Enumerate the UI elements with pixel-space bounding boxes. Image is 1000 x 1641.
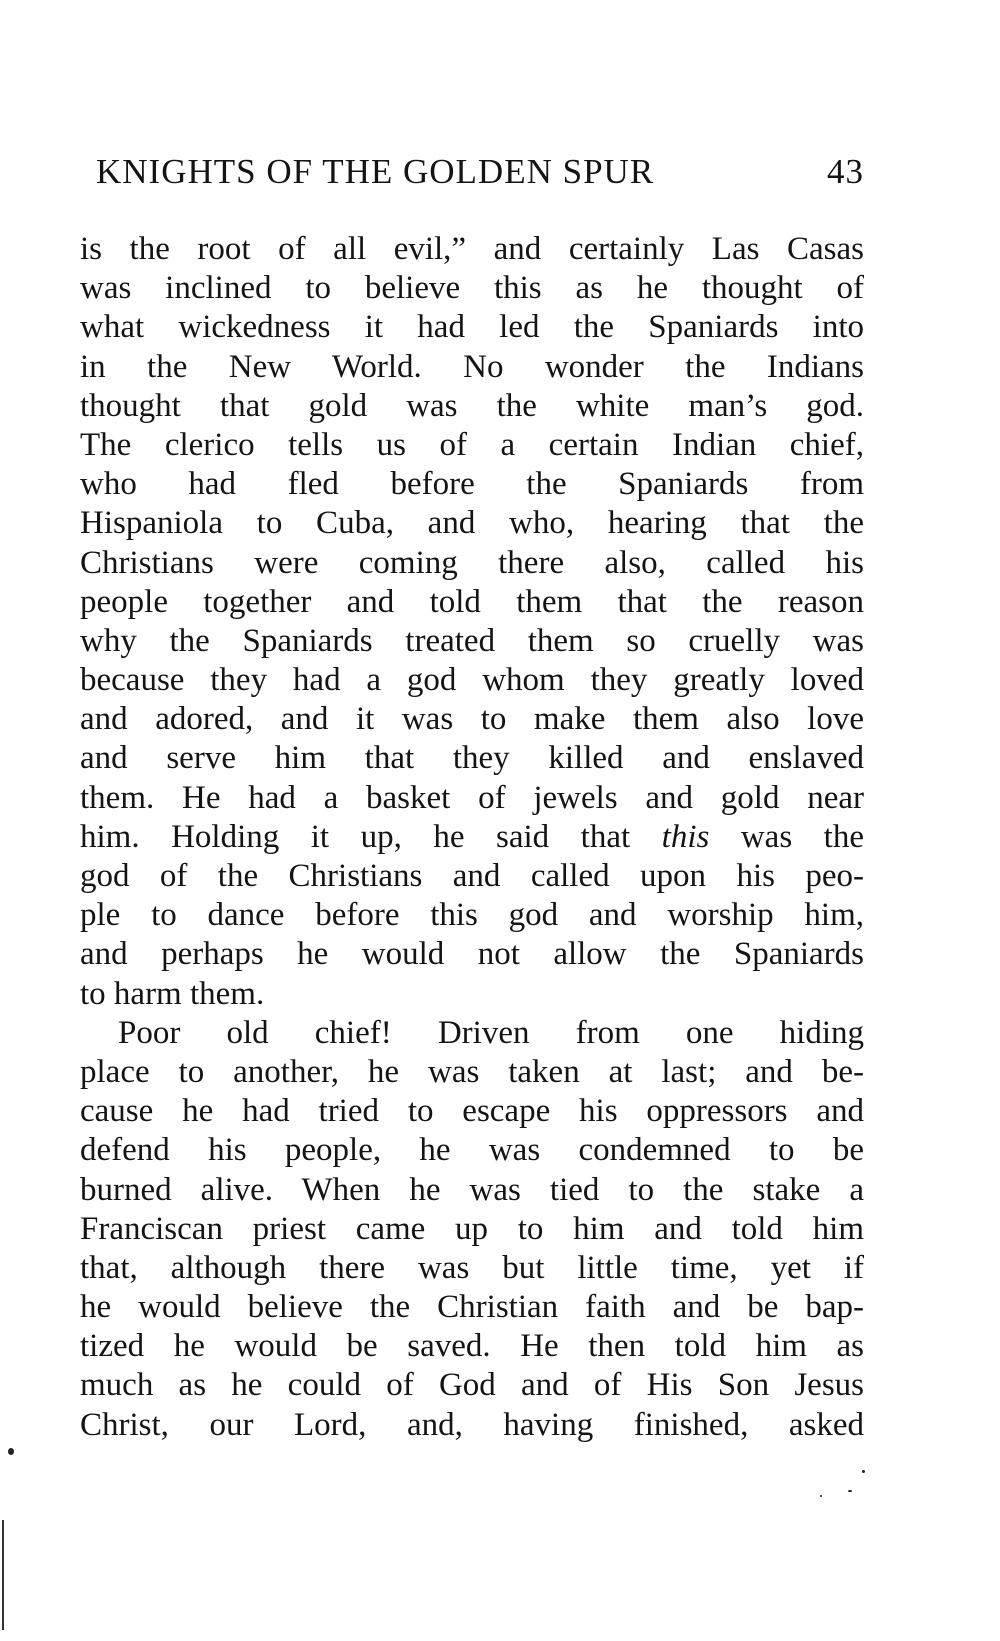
- text-line: Christ, our Lord, and, having finished, asked: [80, 1406, 864, 1443]
- text-line: who had fled before the Spaniards from: [80, 466, 864, 503]
- text-line: is the root of all evil,” and certainly Las Casas: [80, 231, 864, 267]
- text-line: much as he could of God and of His Son Jesus: [80, 1367, 864, 1404]
- text-line: and perhaps he would not allow the Spaniards: [80, 936, 864, 973]
- text-line: because they had a god whom they greatly loved: [80, 662, 864, 699]
- text-line: and serve him that they killed and enslaved: [80, 740, 864, 777]
- text-line: Franciscan priest came up to him and told him: [80, 1210, 864, 1247]
- text-line: them. He had a basket of jewels and gold near: [80, 779, 864, 816]
- italic-word: this: [661, 818, 710, 855]
- text-line: that, although there was but little time, yet if: [80, 1249, 864, 1286]
- text-line: god of the Christians and called upon his peo-: [80, 858, 864, 894]
- text-line: The clerico tells us of a certain Indian chief,: [80, 426, 864, 463]
- scan-speck: [848, 1490, 852, 1492]
- text-fragment: was the: [709, 818, 864, 855]
- page-number: 43: [827, 152, 864, 191]
- text-line: he would believe the Christian faith and be bap-: [80, 1289, 864, 1326]
- text-line: burned alive. When he was tied to the stake a: [80, 1171, 864, 1208]
- body-text: [80, 230, 864, 1445]
- text-line: tized he would be saved. He then told him as: [80, 1328, 864, 1365]
- text-line: place to another, he was taken at last; and be-: [80, 1053, 864, 1090]
- text-line: what wickedness it had led the Spaniards into: [80, 309, 864, 346]
- text-line: ple to dance before this god and worship him,: [80, 897, 864, 934]
- text-line: and adored, and it was to make them also love: [80, 701, 864, 738]
- text-fragment: him. Holding it up, he said that: [80, 818, 662, 855]
- scan-speck: [8, 1448, 14, 1455]
- running-title: KNIGHTS OF THE GOLDEN SPUR: [96, 152, 655, 191]
- text-line: cause he had tried to escape his oppressors and: [80, 1093, 864, 1130]
- text-line: defend his people, he was condemned to be: [80, 1132, 864, 1169]
- text-line: was inclined to believe this as he thought of: [80, 270, 864, 307]
- text-line: in the New World. No wonder the Indians: [80, 348, 864, 385]
- text-line: Christians were coming there also, called his: [80, 544, 864, 581]
- text-line: thought that gold was the white man’s god.: [80, 387, 864, 424]
- paragraph-start-line: Poor old chief! Driven from one hiding: [118, 1014, 864, 1051]
- scan-speck: [820, 1495, 822, 1497]
- text-line: why the Spaniards treated them so cruelly was: [80, 622, 864, 659]
- paragraph-end-line: to harm them.: [80, 975, 265, 1012]
- scan-speck: [862, 1470, 865, 1473]
- text-line-with-italic: [80, 818, 864, 857]
- text-line: people together and told them that the reason: [80, 583, 864, 620]
- running-header: [96, 150, 864, 194]
- text-line: Hispaniola to Cuba, and who, hearing that the: [80, 505, 864, 542]
- scan-edge-mark: [2, 1520, 4, 1630]
